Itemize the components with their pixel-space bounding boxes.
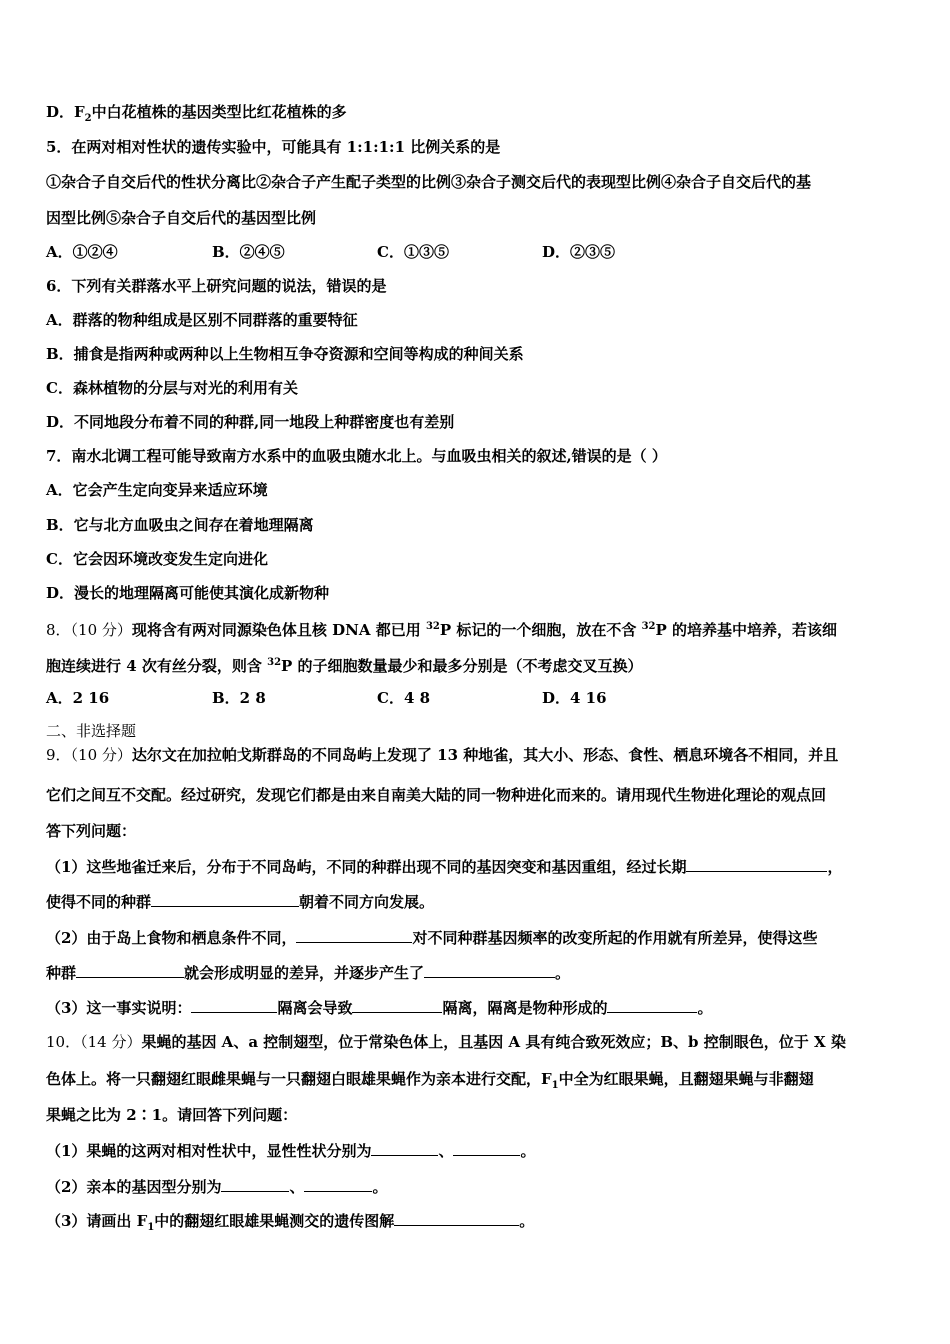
q9-sub1-line1 xyxy=(46,856,842,877)
q8-option-c: C．4 8 xyxy=(377,689,431,707)
q9-sub1-text-d: 朝着不同方向发展。 xyxy=(299,893,435,911)
q8-text-3: P 的培养基中培养，若该细 xyxy=(655,621,838,639)
q9-sub2-text-a: （2）由于岛上食物和栖息条件不同， xyxy=(46,929,297,947)
q5-option-c: C．①③⑤ xyxy=(377,243,449,261)
q10-sub1-text-b: 、 xyxy=(438,1142,454,1160)
q10-sub3-text-b: 中的翻翅红眼雄果蝇测交的遗传图解 xyxy=(154,1212,395,1230)
q5-statements-line2: 因型比例⑤杂合子自交后代的基因型比例 xyxy=(46,209,317,227)
q6-option-a: A．群落的物种组成是区别不同群落的重要特征 xyxy=(46,311,358,329)
q9-blank-5[interactable] xyxy=(424,962,555,978)
q9-sub1-text-b: ， xyxy=(827,858,843,876)
q9-sub3-text-a: （3）这一事实说明： xyxy=(46,999,192,1017)
q6-option-c: C．森林植物的分层与对光的利用有关 xyxy=(46,379,298,397)
q10-number: 10．（14 分） xyxy=(46,1033,142,1051)
q7-option-a: A．它会产生定向变异来适应环境 xyxy=(46,481,268,499)
q10-line2 xyxy=(46,1069,814,1096)
q5-stem: 5．在两对相对性状的遗传实验中，可能具有 1:1:1:1 比例关系的是 xyxy=(46,138,501,156)
q10-text-2: 色体上。将一只翻翅红眼雌果蝇与一只翻翅白眼雄果蝇作为亲本进行交配，F xyxy=(46,1070,552,1088)
q10-blank-4[interactable] xyxy=(304,1176,372,1192)
q10-sub1 xyxy=(46,1140,535,1161)
q5-option-a: A．①②④ xyxy=(46,243,118,261)
q8-isotope-2: 32 xyxy=(641,621,656,632)
q4-option-d-subscript: 2 xyxy=(84,113,92,124)
q9-sub3 xyxy=(46,997,713,1018)
q8-isotope-1: 32 xyxy=(425,621,440,632)
q9-line2: 它们之间互不交配。经过研究，发现它们都是由来自南美大陆的同一物种进化而来的。请用现代生物进化理论的观点回 xyxy=(46,786,827,804)
q9-blank-3[interactable] xyxy=(296,927,412,943)
q9-blank-2[interactable] xyxy=(151,891,299,907)
q9-text-1: 达尔文在加拉帕戈斯群岛的不同岛屿上发现了 13 种地雀，其大小、形态、食性、栖息环境各不相同，并且 xyxy=(131,746,839,764)
q5-option-d: D．②③⑤ xyxy=(542,243,616,261)
q6-stem: 6．下列有关群落水平上研究问题的说法，错误的是 xyxy=(46,277,387,295)
q10-sub2-text-b: 、 xyxy=(289,1178,305,1196)
q9-blank-7[interactable] xyxy=(352,997,442,1013)
q10-text-3: 中全为红眼果蝇，且翻翅果蝇与非翻翅 xyxy=(558,1070,814,1088)
q9-sub2-text-c: 种群 xyxy=(46,964,77,982)
q4-option-d-post: 中白花植株的基因类型比红花植株的多 xyxy=(91,103,347,121)
q8-isotope-3: 32 xyxy=(267,657,282,668)
q9-line3: 答下列问题： xyxy=(46,822,137,840)
q10-blank-1[interactable] xyxy=(371,1140,438,1156)
q6-option-b: B．捕食是指两种或两种以上生物相互争夺资源和空间等构成的种间关系 xyxy=(46,345,524,363)
q9-blank-6[interactable] xyxy=(191,997,277,1013)
q9-sub2-text-b: 对不同种群基因频率的改变所起的作用就有所差异，使得这些 xyxy=(412,929,818,947)
q9-sub3-text-d: 。 xyxy=(697,999,713,1017)
q9-sub3-text-c: 隔离，隔离是物种形成的 xyxy=(442,999,608,1017)
q9-sub2-line2 xyxy=(46,962,570,983)
section-heading: 二、非选择题 xyxy=(46,722,137,740)
q9-sub1-text-a: （1）这些地雀迁来后，分布于不同岛屿，不同的种群出现不同的基因突变和基因重组，经过长期 xyxy=(46,858,687,876)
q8-option-a: A．2 16 xyxy=(46,689,110,707)
q10-line1 xyxy=(46,1032,846,1052)
q9-blank-8[interactable] xyxy=(607,997,697,1013)
q4-option-d-pre: D．F xyxy=(46,103,85,121)
q10-sub2 xyxy=(46,1176,387,1197)
q7-stem: 7．南水北调工程可能导致南方水系中的血吸虫随水北上。与血吸虫相关的叙述,错误的是（ ） xyxy=(46,447,667,465)
q9-sub1-text-c: 使得不同的种群 xyxy=(46,893,152,911)
q8-number: 8．（10 分） xyxy=(46,621,132,639)
q5-option-b: B．②④⑤ xyxy=(212,243,285,261)
q9-sub2-line1 xyxy=(46,927,817,948)
q9-sub2-text-d: 就会形成明显的差异，并逐步产生了 xyxy=(184,964,425,982)
q9-blank-4[interactable] xyxy=(76,962,184,978)
q5-statements-line1: ①杂合子自交后代的性状分离比②杂合子产生配子类型的比例③杂合子测交后代的表现型比例④杂合子自交后代的基 xyxy=(46,173,812,191)
q10-blank-3[interactable] xyxy=(221,1176,289,1192)
q10-text-1: 果蝇的基因 A、a 控制翅型，位于常染色体上，且基因 A 具有纯合致死效应；B、b 控制眼色，位于 X 染 xyxy=(141,1033,846,1051)
q7-option-d: D．漫长的地理隔离可能使其演化成新物种 xyxy=(46,584,330,602)
q8-option-d: D．4 16 xyxy=(542,689,607,707)
q10-sub3 xyxy=(46,1210,534,1238)
q8-option-b: B．2 8 xyxy=(212,689,266,707)
q10-line3: 果蝇之比为 2∶1。请回答下列问题： xyxy=(46,1106,298,1124)
q9-sub1-line2 xyxy=(46,891,434,912)
q4-option-d xyxy=(46,102,347,129)
q8-text-5: P 的子细胞数量最少和最多分别是（不考虑交叉互换） xyxy=(281,657,643,675)
q8-text-2: P 标记的一个细胞，放在不含 xyxy=(439,621,642,639)
q10-subscript-2: 1 xyxy=(147,1222,155,1233)
q10-sub2-text-c: 。 xyxy=(372,1178,388,1196)
q10-sub1-text-c: 。 xyxy=(520,1142,536,1160)
q10-blank-2[interactable] xyxy=(453,1140,520,1156)
q10-sub3-text-a: （3）请画出 F xyxy=(46,1212,148,1230)
q9-sub3-text-b: 隔离会导致 xyxy=(277,999,353,1017)
q9-line1 xyxy=(46,745,838,765)
q10-blank-5[interactable] xyxy=(394,1210,519,1226)
q6-option-d: D．不同地段分布着不同的种群,同一地段上种群密度也有差别 xyxy=(46,413,455,431)
q10-sub2-text-a: （2）亲本的基因型分别为 xyxy=(46,1178,222,1196)
q9-blank-1[interactable] xyxy=(686,856,827,872)
q10-sub3-text-c: 。 xyxy=(519,1212,535,1230)
q8-line1 xyxy=(46,617,837,640)
q8-text-1: 现将含有两对同源染色体且核 DNA 都已用 xyxy=(131,621,426,639)
q10-subscript-1: 1 xyxy=(551,1080,559,1091)
q7-option-b: B．它与北方血吸虫之间存在着地理隔离 xyxy=(46,516,314,534)
q9-sub2-text-e: 。 xyxy=(555,964,571,982)
q10-sub1-text-a: （1）果蝇的这两对相对性状中，显性性状分别为 xyxy=(46,1142,372,1160)
q8-text-4: 胞连续进行 4 次有丝分裂，则含 xyxy=(46,657,268,675)
q7-option-c: C．它会因环境改变发生定向进化 xyxy=(46,550,268,568)
q9-number: 9．（10 分） xyxy=(46,746,132,764)
q8-line2 xyxy=(46,653,643,676)
